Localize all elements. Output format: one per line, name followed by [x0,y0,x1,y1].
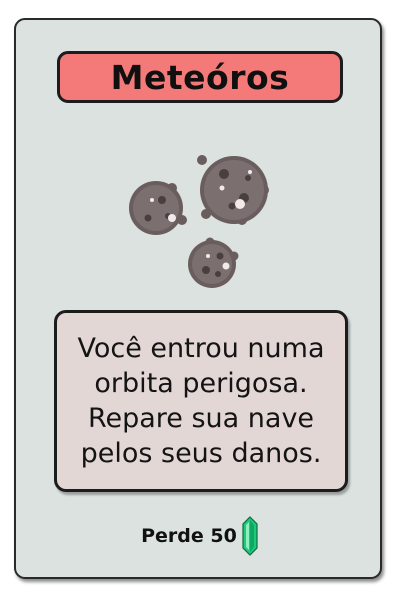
cost-label: Perde 50 [141,525,237,547]
card-cost [16,516,384,556]
card-title: Meteóros [110,57,290,97]
card-description: Você entrou numa orbita perigosa. Repare sua nave pelos seus danos. [77,333,325,469]
card-description-box [54,310,348,492]
event-card [14,18,382,579]
card-title-banner [57,51,343,103]
meteors-icon [124,128,284,288]
meteor-large [197,155,269,225]
green-gem-icon [241,516,259,556]
meteor-left [129,181,187,235]
meteor-small [188,238,239,289]
